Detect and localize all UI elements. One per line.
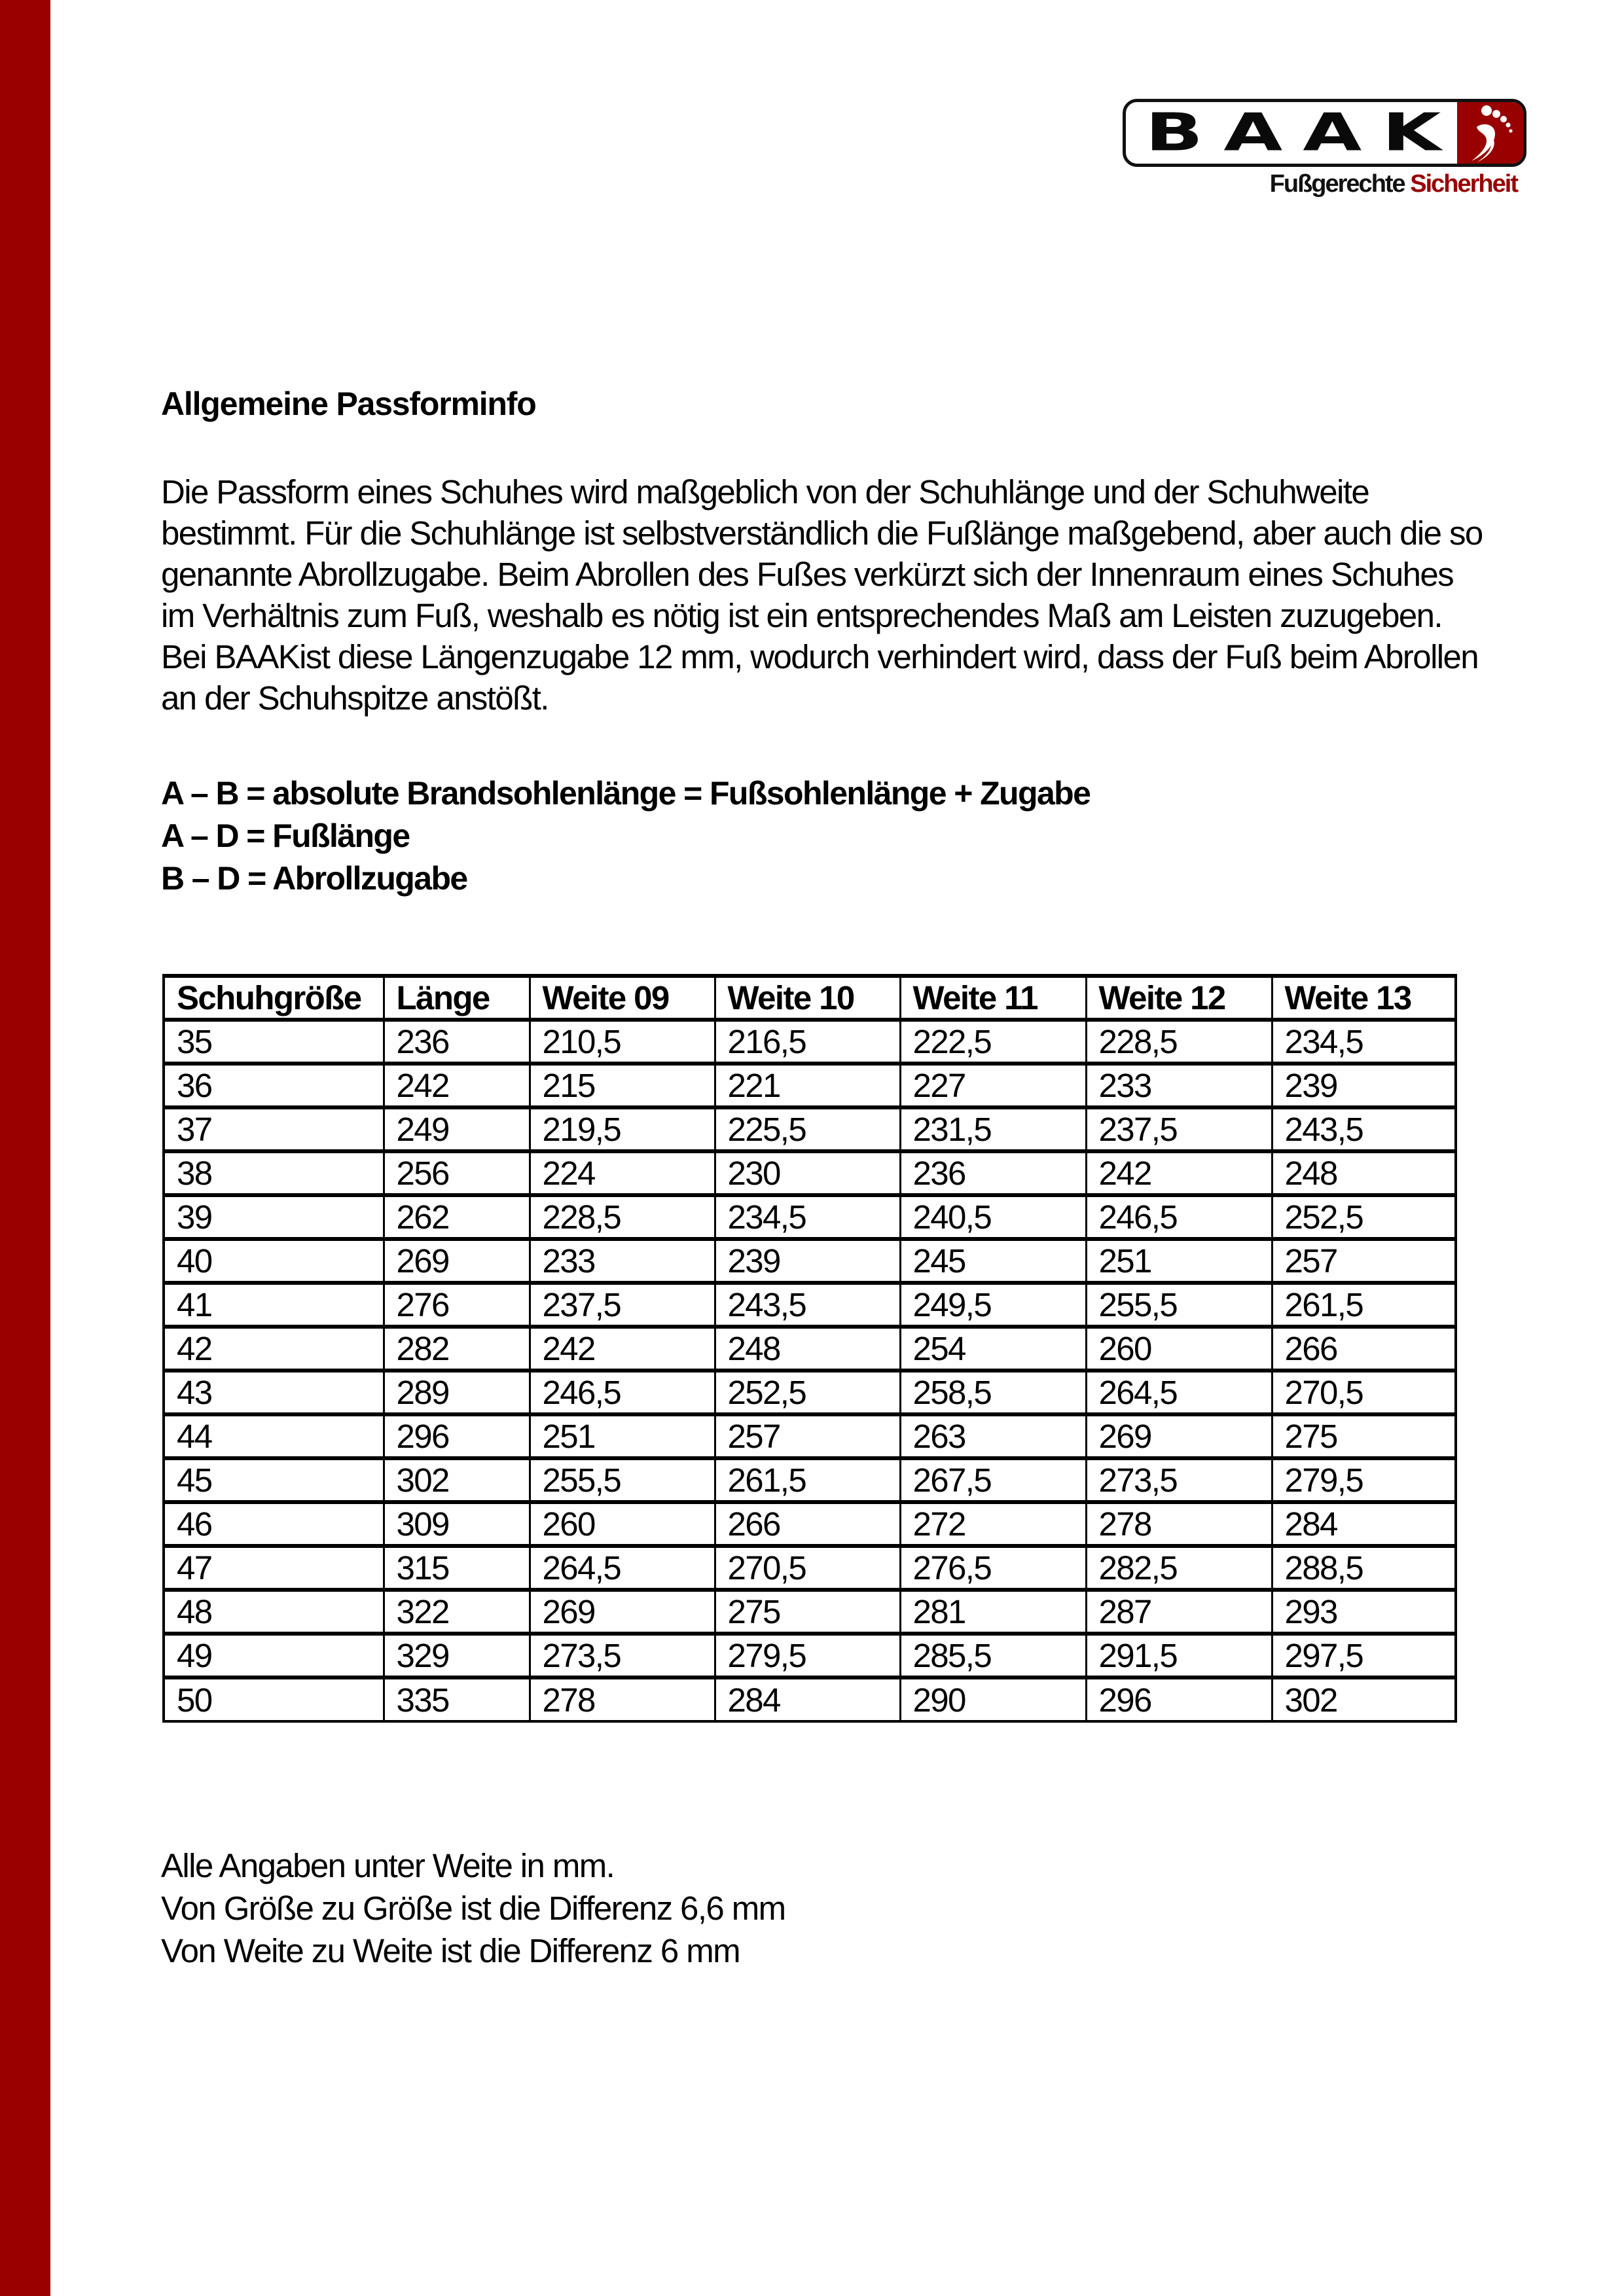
width-cell: 210,5 [530, 1020, 715, 1064]
length-cell: 282 [384, 1327, 530, 1371]
shoe-size-cell: 45 [164, 1458, 384, 1502]
column-header: Weite 09 [530, 976, 715, 1020]
paragraph-line: Die Passform eines Schuhes wird maßgeblich von der Schuhlänge und der Schuhweite [161, 473, 1369, 511]
shoe-size-cell: 43 [164, 1371, 384, 1414]
length-cell: 289 [384, 1371, 530, 1414]
note-size-difference: Von Größe zu Größe ist die Differenz 6,6 mm [161, 1890, 785, 1927]
width-cell: 248 [715, 1327, 900, 1371]
notes [161, 1844, 785, 1972]
footprint-icon [1457, 102, 1523, 164]
table-row [164, 1458, 1456, 1502]
width-cell: 275 [1272, 1414, 1456, 1458]
width-cell: 252,5 [715, 1371, 900, 1414]
width-cell: 230 [715, 1151, 900, 1195]
size-table [162, 974, 1457, 1723]
width-cell: 221 [715, 1064, 900, 1107]
shoe-size-cell: 46 [164, 1502, 384, 1546]
table-row [164, 1239, 1456, 1283]
width-cell: 260 [1086, 1327, 1272, 1371]
width-cell: 246,5 [1086, 1195, 1272, 1239]
width-cell: 293 [1272, 1590, 1456, 1634]
paragraph-line: genannte Abrollzugabe. Beim Abrollen des Fußes verkürzt sich der Innenraum eines Schuhes [161, 556, 1454, 593]
column-header: Weite 12 [1086, 976, 1272, 1020]
width-cell: 281 [900, 1590, 1086, 1634]
width-cell: 282,5 [1086, 1546, 1272, 1590]
shoe-size-cell: 37 [164, 1107, 384, 1151]
width-cell: 279,5 [715, 1634, 900, 1677]
width-cell: 240,5 [900, 1195, 1086, 1239]
width-cell: 284 [715, 1677, 900, 1721]
logo-tagline [1270, 171, 1517, 196]
width-cell: 245 [900, 1239, 1086, 1283]
width-cell: 261,5 [1272, 1283, 1456, 1327]
width-cell: 234,5 [715, 1195, 900, 1239]
width-cell: 243,5 [1272, 1107, 1456, 1151]
length-cell: 242 [384, 1064, 530, 1107]
width-cell: 290 [900, 1677, 1086, 1721]
length-cell: 262 [384, 1195, 530, 1239]
width-cell: 267,5 [900, 1458, 1086, 1502]
width-cell: 278 [530, 1677, 715, 1721]
width-cell: 285,5 [900, 1634, 1086, 1677]
shoe-size-cell: 36 [164, 1064, 384, 1107]
width-cell: 264,5 [1086, 1371, 1272, 1414]
width-cell: 227 [900, 1064, 1086, 1107]
length-cell: 249 [384, 1107, 530, 1151]
width-cell: 261,5 [715, 1458, 900, 1502]
width-cell: 276,5 [900, 1546, 1086, 1590]
length-cell: 309 [384, 1502, 530, 1546]
width-cell: 255,5 [1086, 1283, 1272, 1327]
shoe-size-cell: 39 [164, 1195, 384, 1239]
shoe-size-cell: 35 [164, 1020, 384, 1064]
length-cell: 315 [384, 1546, 530, 1590]
column-header: Weite 13 [1272, 976, 1456, 1020]
shoe-size-cell: 44 [164, 1414, 384, 1458]
width-cell: 302 [1272, 1677, 1456, 1721]
table-row [164, 1677, 1456, 1721]
definition-b-d: B – D = Abrollzugabe [161, 860, 467, 897]
width-cell: 219,5 [530, 1107, 715, 1151]
table-row [164, 1327, 1456, 1371]
width-cell: 243,5 [715, 1283, 900, 1327]
width-cell: 237,5 [1086, 1107, 1272, 1151]
page-title: Allgemeine Passforminfo [161, 386, 536, 422]
table-row [164, 1151, 1456, 1195]
width-cell: 225,5 [715, 1107, 900, 1151]
shoe-size-cell: 50 [164, 1677, 384, 1721]
table-row [164, 1283, 1456, 1327]
width-cell: 255,5 [530, 1458, 715, 1502]
width-cell: 266 [1272, 1327, 1456, 1371]
logo-letter: K [1382, 103, 1441, 163]
logo-red-panel [1457, 102, 1523, 164]
definition-a-b: A – B = absolute Brandsohlenlänge = Fußsohlenlänge + Zugabe [161, 775, 1091, 812]
table-row [164, 1195, 1456, 1239]
table-row [164, 1546, 1456, 1590]
baak-logo [1123, 99, 1526, 167]
width-cell: 254 [900, 1327, 1086, 1371]
shoe-size-cell: 38 [164, 1151, 384, 1195]
width-cell: 222,5 [900, 1020, 1086, 1064]
width-cell: 242 [1086, 1151, 1272, 1195]
width-cell: 228,5 [1086, 1020, 1272, 1064]
shoe-size-cell: 47 [164, 1546, 384, 1590]
paragraph-line: an der Schuhspitze anstößt. [161, 679, 549, 717]
paragraph-line: im Verhältnis zum Fuß, weshalb es nötig ist ein entsprechendes Maß am Leisten zuzugeben. [161, 597, 1442, 634]
width-cell: 215 [530, 1064, 715, 1107]
column-header: Weite 11 [900, 976, 1086, 1020]
width-cell: 246,5 [530, 1371, 715, 1414]
paragraph-line: bestimmt. Für die Schuhlänge ist selbstverständlich die Fußlänge maßgebend, aber auch die so [161, 514, 1483, 552]
length-cell: 256 [384, 1151, 530, 1195]
width-cell: 269 [1086, 1414, 1272, 1458]
column-header: Länge [384, 976, 530, 1020]
width-cell: 287 [1086, 1590, 1272, 1634]
width-cell: 248 [1272, 1151, 1456, 1195]
width-cell: 257 [715, 1414, 900, 1458]
length-cell: 322 [384, 1590, 530, 1634]
table-header-row [164, 976, 1456, 1020]
tagline-red: Sicherheit [1410, 170, 1517, 198]
width-cell: 272 [900, 1502, 1086, 1546]
width-cell: 242 [530, 1327, 715, 1371]
width-cell: 252,5 [1272, 1195, 1456, 1239]
width-cell: 237,5 [530, 1283, 715, 1327]
width-cell: 239 [715, 1239, 900, 1283]
table-row [164, 1634, 1456, 1677]
logo-letter: A [1303, 103, 1362, 163]
column-header: Weite 10 [715, 976, 900, 1020]
width-cell: 231,5 [900, 1107, 1086, 1151]
length-cell: 296 [384, 1414, 530, 1458]
table-row [164, 1590, 1456, 1634]
width-cell: 251 [1086, 1239, 1272, 1283]
width-cell: 236 [900, 1151, 1086, 1195]
width-cell: 273,5 [1086, 1458, 1272, 1502]
width-cell: 233 [1086, 1064, 1272, 1107]
width-cell: 258,5 [900, 1371, 1086, 1414]
width-cell: 251 [530, 1414, 715, 1458]
logo-letter: B [1145, 103, 1204, 163]
table-row [164, 1502, 1456, 1546]
shoe-size-cell: 42 [164, 1327, 384, 1371]
width-cell: 239 [1272, 1064, 1456, 1107]
width-cell: 278 [1086, 1502, 1272, 1546]
length-cell: 302 [384, 1458, 530, 1502]
width-cell: 270,5 [715, 1546, 900, 1590]
logo-wordmark [1126, 102, 1460, 164]
table-row [164, 1371, 1456, 1414]
width-cell: 270,5 [1272, 1371, 1456, 1414]
width-cell: 234,5 [1272, 1020, 1456, 1064]
paragraph-line: Bei BAAKist diese Längenzugabe 12 mm, wodurch verhindert wird, dass der Fuß beim Abrollen [161, 638, 1479, 675]
width-cell: 296 [1086, 1677, 1272, 1721]
width-cell: 228,5 [530, 1195, 715, 1239]
table-row [164, 1064, 1456, 1107]
width-cell: 275 [715, 1590, 900, 1634]
intro-paragraph [161, 471, 1483, 719]
shoe-size-cell: 48 [164, 1590, 384, 1634]
width-cell: 279,5 [1272, 1458, 1456, 1502]
shoe-size-cell: 49 [164, 1634, 384, 1677]
length-cell: 335 [384, 1677, 530, 1721]
table-row [164, 1107, 1456, 1151]
width-cell: 297,5 [1272, 1634, 1456, 1677]
width-cell: 249,5 [900, 1283, 1086, 1327]
length-cell: 329 [384, 1634, 530, 1677]
width-cell: 291,5 [1086, 1634, 1272, 1677]
width-cell: 269 [530, 1590, 715, 1634]
width-cell: 263 [900, 1414, 1086, 1458]
logo-letter: A [1223, 103, 1283, 163]
width-cell: 273,5 [530, 1634, 715, 1677]
table-row [164, 1020, 1456, 1064]
table-row [164, 1414, 1456, 1458]
width-cell: 284 [1272, 1502, 1456, 1546]
width-cell: 264,5 [530, 1546, 715, 1590]
width-cell: 216,5 [715, 1020, 900, 1064]
red-side-bar [0, 0, 50, 2296]
note-width-difference: Von Weite zu Weite ist die Differenz 6 mm [161, 1932, 740, 1969]
width-cell: 224 [530, 1151, 715, 1195]
width-cell: 233 [530, 1239, 715, 1283]
width-cell: 257 [1272, 1239, 1456, 1283]
shoe-size-cell: 40 [164, 1239, 384, 1283]
width-cell: 260 [530, 1502, 715, 1546]
length-cell: 236 [384, 1020, 530, 1064]
column-header: Schuhgröße [164, 976, 384, 1020]
shoe-size-cell: 41 [164, 1283, 384, 1327]
note-units: Alle Angaben unter Weite in mm. [161, 1847, 615, 1884]
width-cell: 288,5 [1272, 1546, 1456, 1590]
definition-a-d: A – D = Fußlänge [161, 817, 410, 854]
tagline-dark: Fußgerechte [1269, 170, 1405, 198]
length-cell: 269 [384, 1239, 530, 1283]
length-cell: 276 [384, 1283, 530, 1327]
definitions-list [161, 772, 1090, 900]
width-cell: 266 [715, 1502, 900, 1546]
